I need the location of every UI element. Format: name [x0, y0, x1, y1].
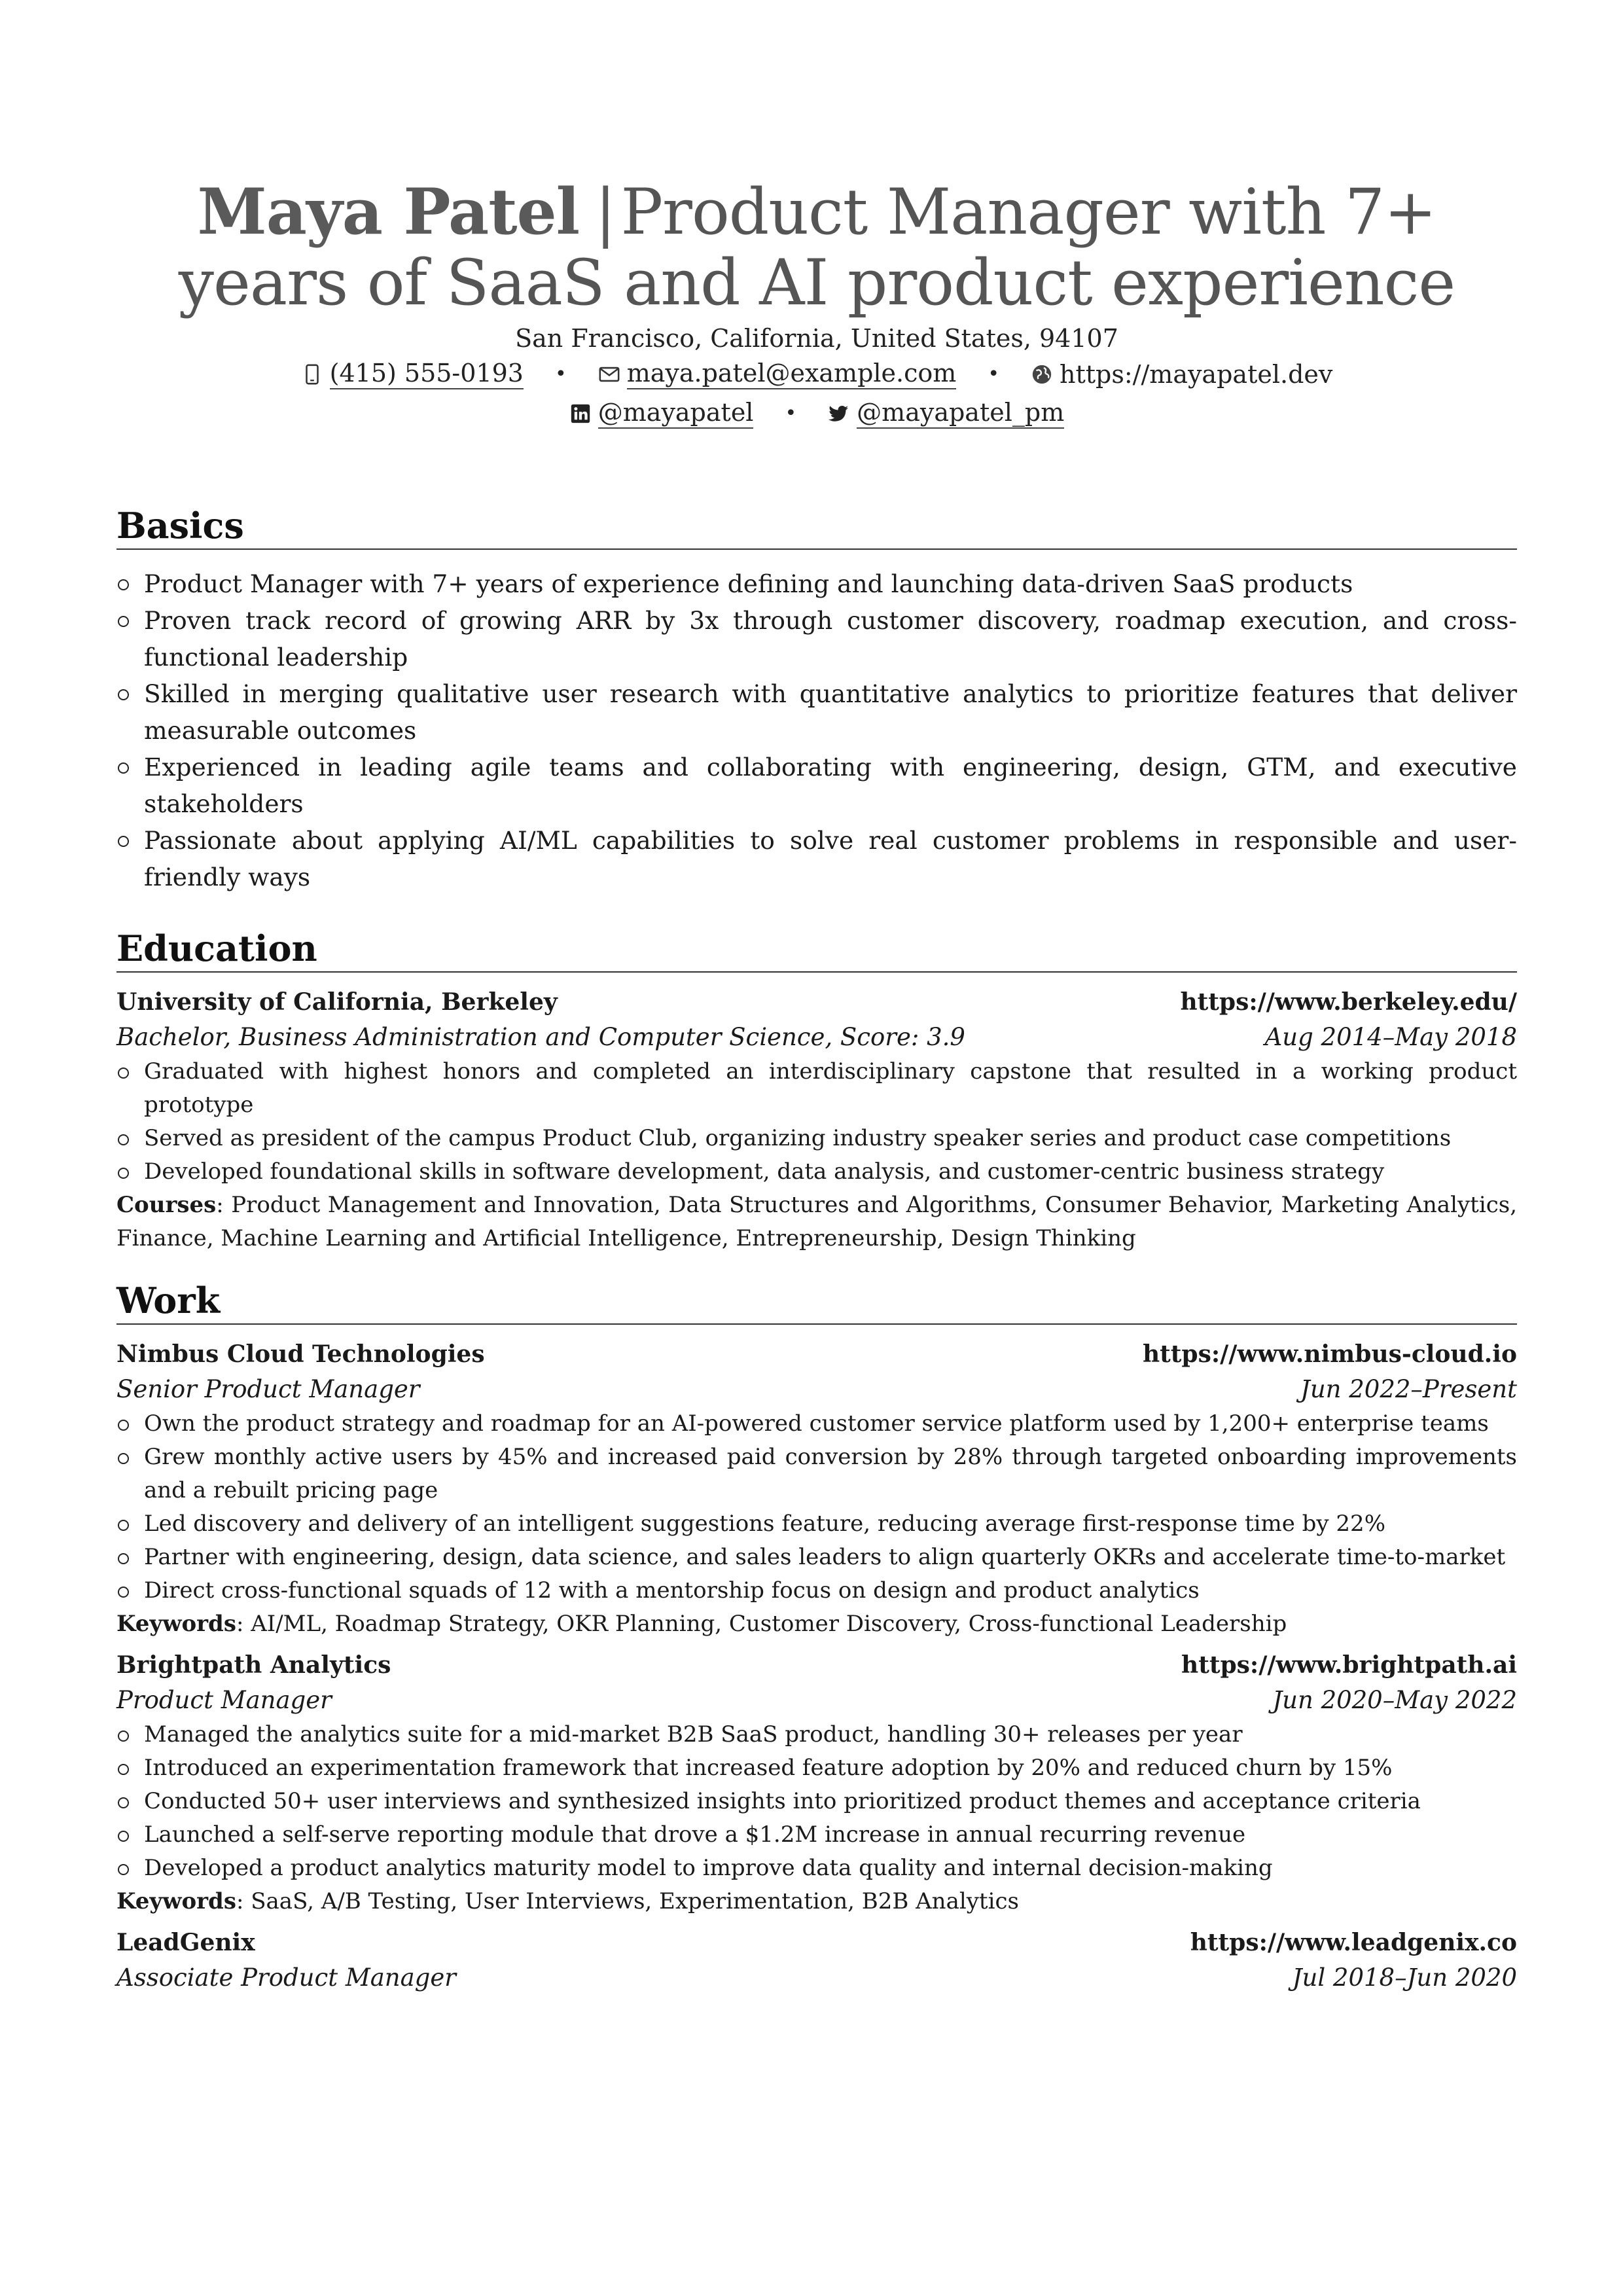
job-role: Associate Product Manager [116, 1964, 456, 1992]
list-item-text: Product Manager with 7+ years of experience defining and launching data-driven SaaS products [144, 569, 1353, 598]
list-item [116, 565, 1517, 602]
job-subheader [116, 1372, 1517, 1407]
resume-title-line-1 [116, 177, 1517, 247]
education-section [116, 928, 1517, 1255]
job-keywords [116, 1607, 1517, 1641]
resume-header [116, 177, 1517, 433]
hollow-bullet-icon [118, 689, 129, 700]
job-dates: Jun 2020–May 2022 [1272, 1686, 1517, 1714]
contact-row-1 [116, 355, 1517, 394]
hollow-bullet-icon [118, 762, 129, 774]
list-item [116, 1785, 1517, 1818]
list-item [116, 1751, 1517, 1785]
education-dates: Aug 2014–May 2018 [1264, 1023, 1517, 1051]
basics-heading: Basics [116, 505, 1517, 550]
keywords-label: Keywords [116, 1611, 236, 1637]
email-contact[interactable] [598, 359, 957, 389]
list-item-text: Grew monthly active users by 45% and increased paid conversion by 28% through targeted onboarding improvements and a rebuilt pricing page [144, 1444, 1517, 1503]
twitter-link[interactable]: @mayapatel_pm [857, 399, 1064, 429]
job-keywords [116, 1885, 1517, 1918]
linkedin-link[interactable]: @mayapatel [598, 399, 754, 429]
list-item [116, 1852, 1517, 1885]
website-contact[interactable] [1031, 355, 1332, 394]
hollow-bullet-icon [118, 1134, 129, 1145]
twitter-contact[interactable] [828, 399, 1064, 429]
list-item-text: Direct cross-functional squads of 12 with a mentorship focus on design and product analytics [144, 1577, 1200, 1604]
list-item [116, 1441, 1517, 1507]
list-item [116, 675, 1517, 749]
resume-title-line-2 [116, 247, 1517, 318]
envelope-icon [598, 363, 620, 386]
work-section [116, 1280, 1517, 1996]
list-item-text: Partner with engineering, design, data science, and sales leaders to align quarterly OKRs and accelerate time-to-market [144, 1544, 1506, 1570]
company-name: Nimbus Cloud Technologies [116, 1340, 485, 1368]
list-item-text: Graduated with highest honors and completed an interdisciplinary capstone that resulted in a working product prototype [144, 1058, 1517, 1118]
linkedin-contact[interactable] [569, 399, 754, 429]
courses-label: Courses [116, 1192, 217, 1218]
list-item-text: Introduced an experimentation framework that increased feature adoption by 20% and reduced churn by 15% [144, 1755, 1393, 1781]
website-link[interactable]: https://mayapatel.dev [1060, 360, 1333, 389]
education-entry-subheader [116, 1020, 1517, 1055]
work-heading: Work [116, 1280, 1517, 1325]
hollow-bullet-icon [118, 1553, 129, 1564]
globe-icon [1031, 363, 1053, 386]
candidate-name: Maya Patel [197, 175, 580, 249]
location: San Francisco, California, United States, 94107 [515, 324, 1118, 353]
basics-section [116, 505, 1517, 895]
job-subheader [116, 1960, 1517, 1996]
list-item-text: Conducted 50+ user interviews and synthesized insights into prioritized product themes and acceptance criteria [144, 1788, 1421, 1814]
list-item-text: Passionate about applying AI/ML capabilities to solve real customer problems in responsible and user-friendly ways [144, 826, 1517, 891]
hollow-bullet-icon [118, 1831, 129, 1842]
degree: Bachelor, Business Administration and Computer Science, Score: 3.9 [116, 1023, 965, 1051]
phone-icon [301, 363, 323, 386]
education-entry-header [116, 984, 1517, 1020]
contact-separator: • [785, 402, 797, 425]
hollow-bullet-icon [118, 1520, 129, 1531]
keywords-list: : SaaS, A/B Testing, User Interviews, Experimentation, B2B Analytics [236, 1888, 1019, 1914]
company-name: LeadGenix [116, 1929, 255, 1956]
job-role: Product Manager [116, 1686, 332, 1714]
hollow-bullet-icon [118, 1731, 129, 1742]
email-link[interactable]: maya.patel@example.com [627, 359, 957, 389]
job-header [116, 1336, 1517, 1372]
list-item [116, 1574, 1517, 1607]
job-header [116, 1925, 1517, 1960]
list-item-text: Proven track record of growing ARR by 3x through customer discovery, roadmap execution, and cross-functional leadership [144, 606, 1517, 672]
list-item [116, 1407, 1517, 1441]
courses [116, 1189, 1517, 1255]
list-item [116, 1541, 1517, 1574]
school-url[interactable]: https://www.berkeley.edu/ [1180, 988, 1517, 1016]
hollow-bullet-icon [118, 1797, 129, 1808]
list-item-text: Skilled in merging qualitative user research with quantitative analytics to prioritize features that deliver measurable outcomes [144, 679, 1517, 745]
contact-separator: • [988, 363, 1000, 386]
hollow-bullet-icon [118, 1864, 129, 1875]
hollow-bullet-icon [118, 1453, 129, 1464]
education-list [116, 1055, 1517, 1189]
hollow-bullet-icon [118, 1168, 129, 1179]
list-item [116, 822, 1517, 895]
job-dates: Jul 2018–Jun 2020 [1292, 1964, 1517, 1992]
list-item [116, 1818, 1517, 1852]
hollow-bullet-icon [118, 1764, 129, 1775]
phone-link[interactable]: (415) 555-0193 [330, 359, 524, 389]
keywords-list: : AI/ML, Roadmap Strategy, OKR Planning, Customer Discovery, Cross-functional Leadership [236, 1611, 1287, 1637]
list-item [116, 1122, 1517, 1155]
list-item-text: Developed a product analytics maturity model to improve data quality and internal decision-making [144, 1855, 1273, 1881]
education-heading: Education [116, 928, 1517, 973]
company-url[interactable]: https://www.nimbus-cloud.io [1142, 1340, 1517, 1368]
hollow-bullet-icon [118, 1587, 129, 1598]
basics-list [116, 565, 1517, 895]
list-item [116, 1507, 1517, 1541]
list-item [116, 749, 1517, 822]
title-separator: | [595, 175, 616, 249]
hollow-bullet-icon [118, 616, 129, 627]
hollow-bullet-icon [118, 1067, 129, 1079]
courses-list: : Product Management and Innovation, Data Structures and Algorithms, Consumer Behavior, Marketing Analytics, Finance, Machine Learning and Artificial Intelligence, Entrepreneurship, Design Thinking [116, 1192, 1517, 1251]
keywords-label: Keywords [116, 1888, 236, 1914]
job-header [116, 1647, 1517, 1683]
job-highlights [116, 1718, 1517, 1885]
list-item-text: Managed the analytics suite for a mid-market B2B SaaS product, handling 30+ releases per year [144, 1721, 1243, 1748]
list-item-text: Launched a self-serve reporting module that drove a $1.2M increase in annual recurring revenue [144, 1821, 1246, 1848]
list-item [116, 1718, 1517, 1751]
headline-part-1: Product Manager with 7+ [620, 175, 1436, 249]
job-dates: Jun 2022–Present [1300, 1375, 1517, 1403]
hollow-bullet-icon [118, 579, 129, 590]
list-item-text: Experienced in leading agile teams and collaborating with engineering, design, GTM, and executive stakeholders [144, 753, 1517, 818]
list-item-text: Led discovery and delivery of an intelligent suggestions feature, reducing average first-response time by 22% [144, 1511, 1385, 1537]
job-subheader [116, 1683, 1517, 1718]
phone-contact[interactable] [301, 359, 524, 389]
list-item [116, 1155, 1517, 1189]
linkedin-icon [569, 403, 592, 425]
contact-separator: • [554, 363, 567, 386]
hollow-bullet-icon [118, 836, 129, 847]
list-item-text: Developed foundational skills in software development, data analysis, and customer-centric business strategy [144, 1158, 1385, 1185]
contact-row-2 [116, 394, 1517, 433]
job-highlights [116, 1407, 1517, 1607]
list-item-text: Own the product strategy and roadmap for an AI-powered customer service platform used by 1,200+ enterprise teams [144, 1410, 1489, 1437]
company-url[interactable]: https://www.leadgenix.co [1190, 1929, 1517, 1956]
list-item [116, 1055, 1517, 1122]
job-role: Senior Product Manager [116, 1375, 420, 1403]
twitter-icon [828, 403, 850, 425]
company-url[interactable]: https://www.brightpath.ai [1181, 1651, 1517, 1679]
school-name: University of California, Berkeley [116, 988, 558, 1016]
list-item [116, 602, 1517, 675]
hollow-bullet-icon [118, 1420, 129, 1431]
list-item-text: Served as president of the campus Product Club, organizing industry speaker series and product case competitions [144, 1125, 1452, 1151]
company-name: Brightpath Analytics [116, 1651, 391, 1679]
resume-page [116, 177, 1517, 1996]
headline-part-2: years of SaaS and AI product experience [178, 246, 1455, 319]
